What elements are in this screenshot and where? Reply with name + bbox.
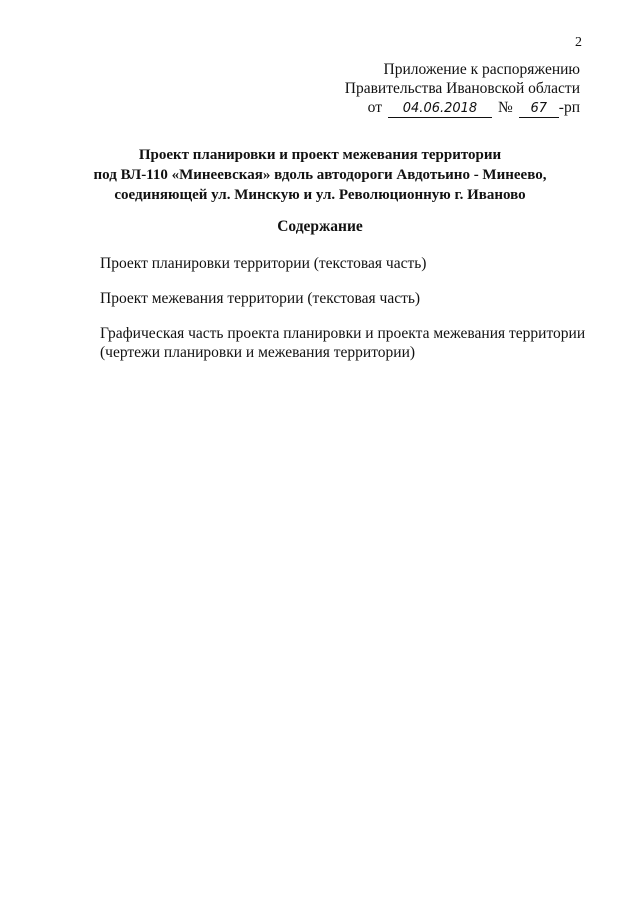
document-title (60, 145, 580, 205)
contents-item-graphics-line-1: Графическая часть проекта планировки и проекта межевания территории (100, 325, 586, 342)
title-line-3: соединяющей ул. Минскую и ул. Революционную г. Иваново (114, 187, 526, 203)
from-label: от (367, 99, 382, 116)
contents-item-surveying: Проект межевания территории (текстовая часть) (100, 290, 421, 307)
appendix-line-2: Правительства Ивановской области (344, 80, 580, 97)
contents-item-graphics-line-2: (чертежи планировки и межевания территории) (100, 344, 416, 361)
appendix-block (345, 60, 580, 118)
decree-date-handwritten: 04.06.2018 (388, 101, 492, 118)
contents-item-graphics (100, 324, 586, 362)
decree-number-handwritten: 67 (519, 101, 559, 118)
number-sign: № (497, 99, 513, 116)
title-line-1: Проект планировки и проект межевания территории (138, 147, 502, 163)
page-number: 2 (575, 35, 582, 50)
appendix-line-3 (345, 98, 580, 118)
contents-item-planning: Проект планировки территории (текстовая часть) (100, 255, 427, 272)
title-line-2: под ВЛ-110 «Минеевская» вдоль автодороги Авдотьино - Минеево, (93, 167, 547, 183)
appendix-line-1: Приложение к распоряжению (383, 61, 580, 78)
decree-suffix: -рп (558, 99, 580, 116)
contents-heading: Содержание (277, 218, 363, 235)
